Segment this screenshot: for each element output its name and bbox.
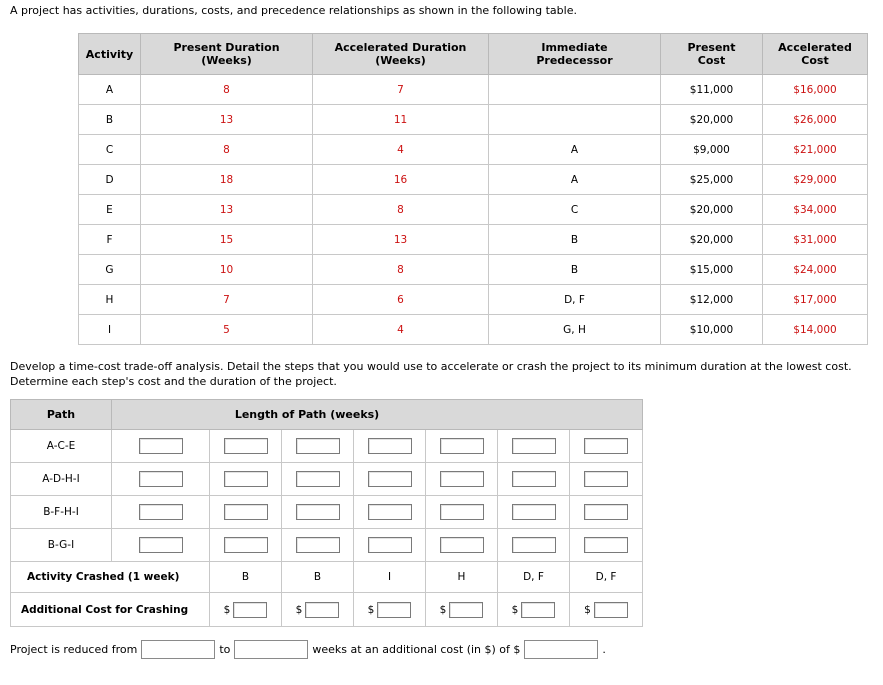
activity-cell: I [79, 315, 141, 345]
predecessor-cell: C [489, 195, 661, 225]
table-row [79, 285, 868, 315]
predecessor-cell: B [489, 255, 661, 285]
present-cost-cell: $20,000 [661, 105, 763, 135]
predecessor-cell: G, H [489, 315, 661, 345]
accelerated-cost-cell: $17,000 [763, 285, 868, 315]
table-row [79, 225, 868, 255]
path-length-input[interactable] [139, 504, 183, 520]
path-length-input[interactable] [440, 471, 484, 487]
accelerated-duration-cell: 4 [313, 135, 489, 165]
accelerated-cost-cell: $14,000 [763, 315, 868, 345]
predecessor-cell: A [489, 165, 661, 195]
accelerated-duration-cell: 7 [313, 75, 489, 105]
accelerated-duration-header: Accelerated Duration (Weeks) [313, 34, 489, 75]
table-row [79, 165, 868, 195]
path-label: A-C-E [11, 430, 112, 463]
reduced-from-input[interactable] [141, 640, 215, 659]
path-length-input[interactable] [512, 537, 556, 553]
path-length-input[interactable] [139, 438, 183, 454]
path-length-input[interactable] [368, 537, 412, 553]
present-duration-cell: 13 [141, 195, 313, 225]
path-length-input[interactable] [224, 438, 268, 454]
predecessor-cell [489, 105, 661, 135]
present-cost-cell: $15,000 [661, 255, 763, 285]
present-duration-cell: 18 [141, 165, 313, 195]
crashed-activity-cell: B [282, 562, 354, 593]
crash-cost-input[interactable] [521, 602, 555, 618]
activity-cell: F [79, 225, 141, 255]
present-duration-header: Present Duration (Weeks) [141, 34, 313, 75]
accelerated-duration-cell: 11 [313, 105, 489, 135]
currency-symbol: $ [295, 603, 303, 616]
accelerated-cost-header: Accelerated Cost [763, 34, 868, 75]
path-length-input[interactable] [440, 438, 484, 454]
crashed-activity-cell: I [354, 562, 426, 593]
activity-header: Activity [79, 34, 141, 75]
predecessor-cell: B [489, 225, 661, 255]
path-length-input[interactable] [584, 537, 628, 553]
path-length-input[interactable] [139, 471, 183, 487]
currency-symbol: $ [584, 603, 591, 616]
path-row [11, 496, 643, 529]
activity-cell: D [79, 165, 141, 195]
path-length-input[interactable] [440, 504, 484, 520]
table-row [79, 255, 868, 285]
path-length-input[interactable] [296, 471, 340, 487]
present-cost-cell: $25,000 [661, 165, 763, 195]
activity-crashed-label: Activity Crashed (1 week) [11, 562, 210, 593]
present-duration-cell: 8 [141, 135, 313, 165]
summary-sentence [10, 640, 606, 659]
present-cost-cell: $9,000 [661, 135, 763, 165]
activity-cell: E [79, 195, 141, 225]
currency-symbol: $ [223, 603, 231, 616]
accelerated-duration-cell: 8 [313, 195, 489, 225]
reduced-to-input[interactable] [234, 640, 308, 659]
currency-symbol: $ [367, 603, 375, 616]
accelerated-cost-cell: $29,000 [763, 165, 868, 195]
accelerated-duration-cell: 6 [313, 285, 489, 315]
path-length-input[interactable] [139, 537, 183, 553]
predecessor-cell: D, F [489, 285, 661, 315]
present-cost-header: Present Cost [661, 34, 763, 75]
currency-symbol: $ [511, 603, 519, 616]
crash-cost-input[interactable] [305, 602, 339, 618]
present-cost-cell: $20,000 [661, 195, 763, 225]
path-label: A-D-H-I [11, 463, 112, 496]
accelerated-duration-cell: 16 [313, 165, 489, 195]
summary-middle: weeks at an additional cost (in $) of $ [312, 643, 521, 656]
table-row [79, 195, 868, 225]
path-row [11, 463, 643, 496]
crash-cost-input[interactable] [233, 602, 267, 618]
table-row [79, 135, 868, 165]
present-duration-cell: 7 [141, 285, 313, 315]
present-duration-cell: 15 [141, 225, 313, 255]
crashed-activity-cell: H [426, 562, 498, 593]
accelerated-cost-cell: $34,000 [763, 195, 868, 225]
accelerated-duration-cell: 4 [313, 315, 489, 345]
predecessor-cell: A [489, 135, 661, 165]
predecessor-cell [489, 75, 661, 105]
accelerated-duration-cell: 13 [313, 225, 489, 255]
crash-cost-input[interactable] [377, 602, 411, 618]
path-length-input[interactable] [512, 471, 556, 487]
additional-cost-label: Additional Cost for Crashing [11, 593, 210, 627]
path-length-input[interactable] [296, 537, 340, 553]
present-duration-cell: 5 [141, 315, 313, 345]
activity-cell: A [79, 75, 141, 105]
path-length-input[interactable] [512, 504, 556, 520]
crash-cost-input[interactable] [594, 602, 628, 618]
currency-symbol: $ [439, 603, 447, 616]
path-length-input[interactable] [440, 537, 484, 553]
activity-cell: B [79, 105, 141, 135]
path-length-input[interactable] [224, 537, 268, 553]
present-cost-cell: $12,000 [661, 285, 763, 315]
summary-to: to [219, 643, 231, 656]
path-length-input[interactable] [584, 438, 628, 454]
activity-table [78, 33, 868, 345]
table-row [79, 105, 868, 135]
path-length-input[interactable] [512, 438, 556, 454]
present-duration-cell: 10 [141, 255, 313, 285]
predecessor-header: Immediate Predecessor [489, 34, 661, 75]
table-row [79, 75, 868, 105]
accelerated-cost-cell: $16,000 [763, 75, 868, 105]
summary-prefix: Project is reduced from [10, 643, 138, 656]
length-header: Length of Path (weeks) [112, 400, 643, 430]
crashed-activity-cell: D, F [498, 562, 570, 593]
present-cost-cell: $10,000 [661, 315, 763, 345]
path-length-input[interactable] [368, 438, 412, 454]
present-duration-cell: 8 [141, 75, 313, 105]
activity-crashed-row [11, 562, 643, 593]
accelerated-duration-cell: 8 [313, 255, 489, 285]
path-length-input[interactable] [296, 438, 340, 454]
intro-text: A project has activities, durations, costs, and precedence relationships as shown in the following table. [10, 4, 577, 17]
additional-cost-input[interactable] [524, 640, 598, 659]
path-length-input[interactable] [368, 504, 412, 520]
present-duration-cell: 13 [141, 105, 313, 135]
path-label: B-F-H-I [11, 496, 112, 529]
accelerated-cost-cell: $24,000 [763, 255, 868, 285]
path-length-input[interactable] [224, 471, 268, 487]
activity-cell: H [79, 285, 141, 315]
path-row [11, 430, 643, 463]
accelerated-cost-cell: $26,000 [763, 105, 868, 135]
table-row [79, 315, 868, 345]
path-length-input[interactable] [584, 471, 628, 487]
activity-cell: C [79, 135, 141, 165]
additional-cost-row [11, 593, 643, 627]
path-length-input[interactable] [296, 504, 340, 520]
path-length-input[interactable] [224, 504, 268, 520]
crashed-activity-cell: B [210, 562, 282, 593]
present-cost-cell: $11,000 [661, 75, 763, 105]
path-length-input[interactable] [584, 504, 628, 520]
activity-cell: G [79, 255, 141, 285]
path-row [11, 529, 643, 562]
accelerated-cost-cell: $31,000 [763, 225, 868, 255]
present-cost-cell: $20,000 [661, 225, 763, 255]
path-label: B-G-I [11, 529, 112, 562]
path-length-input[interactable] [368, 471, 412, 487]
instructions-text: Develop a time-cost trade-off analysis. Detail the steps that you would use to accelerate or crash the project to its minimum duration at the lowest cost. Determine each step's cost and the duration of the project. [10, 360, 852, 388]
path-table [10, 399, 643, 627]
path-header: Path [11, 400, 112, 430]
accelerated-cost-cell: $21,000 [763, 135, 868, 165]
crash-cost-input[interactable] [449, 602, 483, 618]
crashed-activity-cell: D, F [570, 562, 643, 593]
summary-end: . [602, 643, 606, 656]
